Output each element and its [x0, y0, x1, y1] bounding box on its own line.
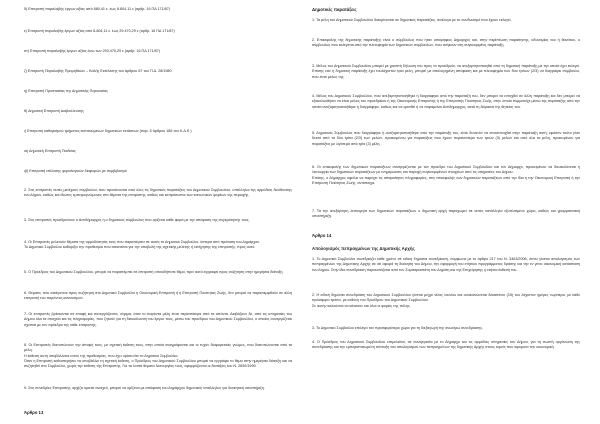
section-heading: Δημοτικές παρατάξεις: [312, 7, 357, 12]
paragraph: 3. Το Δημοτικό Συμβούλιο επιλέγει τον προσφορότερο χώρο για τη διεξαγωγή της ανωτέρω συνεδρίασης.: [312, 326, 484, 330]
paragraph: 5. Δημοτικός Σύμβουλος που διαγράφηκε ή ανεξαρτητοποιήθηκε από την παράταξή του, είναι δυνατόν να επανενταχθεί στην παράταξη αυτή, εφόσον τούτο γίνει δεκτό από τα δύο τρίτα (2/3) των μελών, προκειμένου για παρατάξεις που έχουν περισσότερα των τριών (3) μελών και από όλα τα μέλη, προκειμένου για παρατάξεις με λιγότερα από τρία (3) μέλη.: [312, 131, 580, 146]
list-item: ζ) Επιτροπή Παραλαβής Προμηθειών – Καλής Εκτέλεσης του άρθρου 67 του Π.Δ. 28/1980: [24, 69, 172, 73]
paragraph: 2. Επικεφαλής της δημοτικής παράταξης είναι ο σύμβουλος που ήταν υποψήφιος Δήμαρχος και, στην περίπτωση παραίτησης, αδυναμίας του ή θανάτου, ο σύμβουλος που εκλέγεται από την πλειοψηφία των δημοτικών συμβούλων, που ανήκουν στη συγκεκριμένη παράταξη.: [312, 38, 580, 48]
paragraph: 4. Μέλος του Δημοτικού Συμβουλίου, που ανεξαρτητοποιήθηκε ή διαγράφηκε από την παράταξή του, δεν μπορεί να ενταχθεί σε άλλη παράταξη και δεν μπορεί να εξακολουθήσει να είναι μέλος του προεδρείου ή της Οικονομικής Επιτροπής ή της Επιτροπής Ποιότητας Ζωής, στην οποία συμμετείχε μέσω της παράταξης από την οποία ανεξαρτητοποιήθηκε ή διαγράφηκε, καθώς και να ορισθεί ή να παραμείνει Αντιδήμαρχος, κατά τη διάρκεια της θητείας του.: [312, 94, 580, 109]
article-heading: Άρθρο 14: [312, 233, 332, 238]
list-item: στ) Επιτροπή παραλαβής έργων αξίας άνω των 293.470,29 ε (αρθρ. 16 ΠΔ 171/87): [24, 49, 161, 53]
list-item: η) Επιτροπή Προστασίας της Δημοτικής Περιουσίας: [24, 89, 108, 93]
list-item: ι) Επιτροπή καθορισμού τμήματος εκποιούμενων δημοτικών εκτάσεων (παρ. 5 άρθρου 186 του Κ.Δ.Κ.): [24, 129, 192, 133]
paragraph: 4. Ο Πρόεδρος του Δημοτικού Συμβουλίου επιμελείται, σε συνεργασία με το Δήμαρχο και τις αρμόδιες υπηρεσίες του Δήμου, για τη σωστή οργάνωση της συνεδρίασης και την εμπεριστατωμένη σύνταξη του απολογισμού των πεπραγμένων της δημοτικής Αρχής στους τομείς που αφορούν την οικονομική: [312, 340, 580, 350]
paragraph: 2. Στις επιτροπές αυτές μετέχουν σύμβουλοι, που προτείνονται από όλες τις δημοτικές παρατάξεις του Δημοτικού Συμβουλίου, υπάλληλοι της αρμόδιας διεύθυνσης του Δήμου, καθώς και ιδιώτες εμπειρογνώμονες στο θέματα της επιτροπής, καθώς και εκπρόσωποι των κοινωνικών φορέων της περιοχής.: [24, 188, 292, 198]
paragraph: 3. Στις επιτροπές προεδρεύουν ο Αντιδήμαρχος ή ο δημοτικός σύμβουλος που ορίζεται κάθε φορά με την απόφαση της συγκρότησής τους.: [24, 218, 250, 222]
list-item: θ) Δημοτική Επιτροπή Διαβούλευσης: [24, 109, 84, 113]
section-heading: Απολογισμός πεπραγμένων της Δημοτικής Αρχής: [312, 246, 415, 251]
paragraph: 8. Οι Επιτροπές διατυπώνουν την άποψή τους, με σχετική έκθεση τους, στην οποία αναγράφονται και οι τυχόν διαφορετικές γνώμες, που διατυπώνονται από τα μέλη. Η έκθεση αυτή υποβάλλεται εντός της προθεσμίας, που έχει ορίσει είτε το Δημοτικό Συμβούλιο. Όταν η Επιτροπή καθυστερήσει να υποβάλλει τη σχετική έκθεση, ο Πρόεδρος του Δημοτικού Συμβουλίου μπορεί να εγγράψει το θέμα στην ημερήσια διάταξη και να συζητηθεί στο Συμβούλιο, χωρίς την έκθεση της Επιτροπής. Για τα λοιπά θέματα λειτουργίας τους, εφαρμόζονται οι διατάξεις του Ν. 2690/1999.: [24, 343, 292, 369]
paragraph: 1. Το Δημοτικό Συμβούλιο συνεδριάζει κάθε χρόνο σε ειδική δημόσια συνεδρίαση, σύμφωνα με το άρθρο 217 του Ν. 3463/2006, όπου γίνεται απολογισμός των πεπραγμένων της Δημοτικής Αρχής σε ότι αφορά τη διοίκηση του Δήμου, την εφαρμογή του ετήσιου προγράμματος δράσης και την εν γένει οικονομική κατάσταση του Δήμου. Στην ίδια συνεδρίαση παρουσιάζεται από τον Συμπαραστάτη του Δημότη και της Επιχείρησης η ετήσια έκθεσή του.: [312, 257, 580, 272]
paragraph: 6. Οι επικεφαλής των δημοτικών παρατάξεων συνεργάζονται με τον πρόεδρο του Δημοτικού Συμβουλίου και τον Δήμαρχο, προκειμένου να διευκολύνεται η λειτουργία των δημοτικών παρατάξεων με ενημερώσεις και παροχή συγκεκριμένων στοιχείων από τις υπηρεσίες του Δήμου. Επίσης, ο Δήμαρχος οφείλει να παρέχει τις απαραίτητες πληροφορίες, στις επικεφαλής των δημοτικών παρατάξεων από την ίδια ή την Οικονομική Επιτροπή ή την Επιτροπή Ποιότητας Ζωής, αντίστοιχα.: [312, 165, 580, 185]
paragraph: 5. Ο Πρόεδρος του Δημοτικού Συμβουλίου, μπορεί να παραπέμπει σε επιτροπή οποιοδήποτε θέμα, πριν αυτό εγγραφεί προς συζήτηση στην ημερήσια διάταξη.: [24, 270, 284, 274]
paragraph: 3. Μέλος του Δημοτικού Συμβουλίου μπορεί με γραπτή δήλωση του προς το προεδρείο, να ανεξαρτητοποιηθεί από τη δημοτική παράταξη με την οποία έχει εκλεγεί. Επίσης εάν η δημοτική παράταξη έχει τουλάχιστον τρία μέλη, μπορεί με απολογημένη απόφαση και με πλειοψηφία των δύο τρίτων (2/3) να διαγράψει σύμβουλο, που είναι μέλος της.: [312, 64, 580, 79]
article-heading: Άρθρο 13: [24, 410, 44, 415]
paragraph: 1. Τα μέλη του Δημοτικού Συμβουλίου διακρίνονται σε δημοτικές παρατάξεις, ανάλογα με το συνδυασμό που έχουν εκλεγεί.: [312, 18, 512, 22]
list-item: δ) Επιτροπή παραλαβής έργων αξίας από 880,41 ε. έως 8.804,11 ε (αρθρ. 16 ΠΔ 171/87): [24, 7, 170, 11]
paragraph: 6. Θέματα, που εισάγονται προς συζήτηση στο Δημοτικό Συμβούλιο η Οικονομική Επιτροπή ή η Επιτροπή Ποιότητας Ζωής, δεν μπορεί να παραπεμφθούν σε άλλη επιτροπή του παρόντος κανονισμού.: [24, 291, 292, 301]
paragraph: 7. Τα την ανεξάρτητη λειτουργία των δημοτικών παρατάξεων ο δημοτική αρχή παραχωρεί σε αυτές κατάλληλα εξοπλισμένο χώρο, καθώς και γραμματειακή υποστήριξη.: [312, 209, 580, 219]
paragraph: 7. Οι επιτροπές βρίσκονται σε επαφή και συνεργάζονται, νόμιμα, όταν το παρόντα μέλη είναι περισσότερα από τα απόντα. Διαβάζουν δε, από τις υπηρεσίες του Δήμου όλα τα στοιχεία και τις πληροφορίες, που ζητούν για τη διευκόλυνση του έργου τους, μέσω του προέδρου του Δημοτικού Συμβουλίου, ο οποίος συνεργάζεται σχετικά με τον πρόεδρο της κάθε επιτροπής.: [24, 312, 292, 327]
list-item: ια) Δημοτική Επιτροπή Παιδείας: [24, 149, 76, 153]
paragraph: 4. Οι Επιτροπές μελετούν θέματα της αρμοδιότητάς τους που παραπέμπει σε αυτές το Δημοτικό Συμβούλιο, ύστερα από πρόταση του Δημάρχου. Το Δημοτικό Συμβούλιο καθορίζει την προθεσμία που απαιτείται για την υποβολή της σχετικής μελέτης ή εισήγησης της επιτροπής, προς αυτό.: [24, 240, 261, 250]
paragraph: 9. Στις συνεδρίες Επιτροπής, αρχίζει κρατεί ανοιχτό, μπορεί να ορίζεται με απόφαση του Δημάρχου δημοτικός υπάλληλος για διοικητική υποστήριξη.: [24, 386, 265, 390]
paragraph: 2. Η ειδική δημόσια συνεδρίαση του Δημοτικού Συμβουλίου γίνεται μέχρι τέλος Ιουνίου και ανακοινώνεται δεκαπέντε (15) του λάχιστον ημέρες νωρίτερα, με κάθε πρόσφορο τρόπο, με ευθύνη του Προέδρου του Δημοτικού Συμβουλίου. Σε αυτήν καλούνται να κάτσουν και όλοι οι φορείς της πόλης.: [312, 293, 580, 308]
list-item: ιβ) Επιτροπή επίλυσης φορολογικών διαφορών με συμβιβασμό: [24, 169, 127, 173]
list-item: ε) Επιτροπή παραλαβής έργων αξίας από 8.804,11 ε. έως 29.470,29 ε (αρθρ. 16 ΠΔ 171/87): [24, 29, 175, 33]
